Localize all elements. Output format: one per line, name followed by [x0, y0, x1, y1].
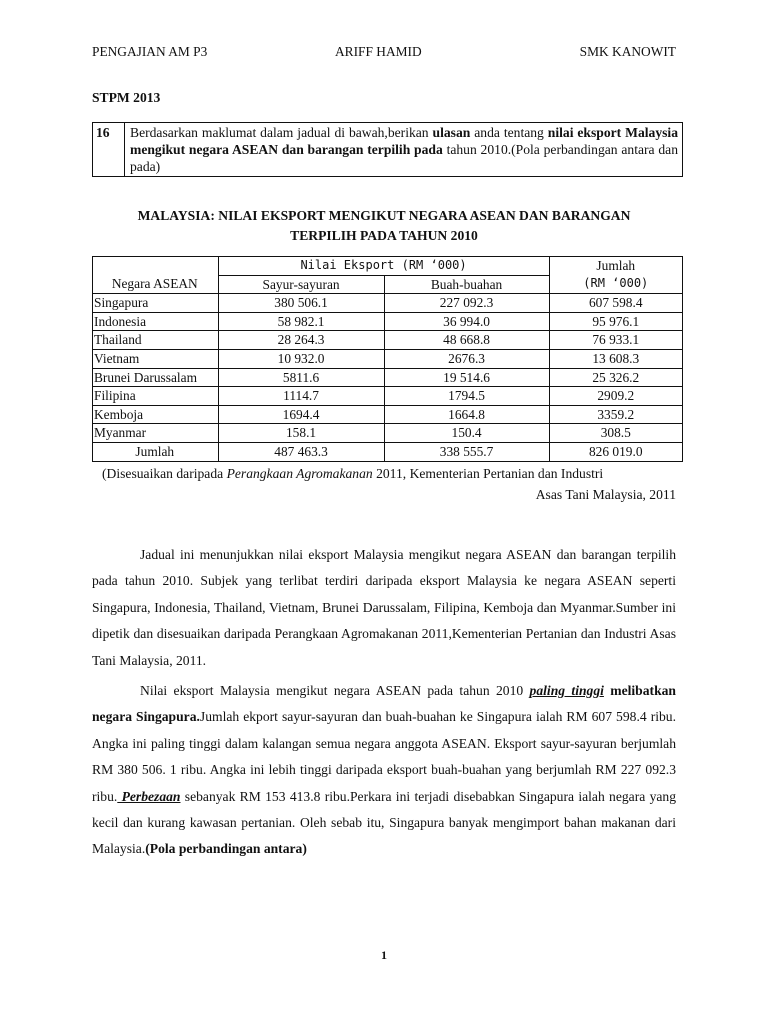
table-header-country: Negara ASEAN — [93, 275, 219, 294]
table-header-blank — [93, 257, 219, 276]
page-header — [92, 44, 676, 62]
table-total-row: Jumlah 487 463.3 338 555.7 826 019.0 — [93, 442, 683, 461]
table-row: Brunei Darussalam 5811.6 19 514.6 25 326.2 — [93, 368, 683, 387]
table-header-total-1: Jumlah — [549, 257, 682, 276]
table-row: Kemboja 1694.4 1664.8 3359.2 — [93, 405, 683, 424]
table-header-fruit: Buah-buahan — [384, 275, 549, 294]
header-subject: PENGAJIAN AM P3 — [92, 44, 208, 59]
paragraph-intro: Jadual ini menunjukkan nilai eksport Malaysia mengikut negara ASEAN dan barangan terpilih pada tahun 2010. Subjek yang terlibat terdiri daripada eksport Malaysia ke negara ASEAN seperti Singapura, Indonesia, Thailand, Vietnam, Brunei Darussalam, Filipina, Kemboja dan Myanmar.Sumber ini dipetik dan disesuaikan daripada Perangkaan Agromakanan 2011,Kementerian Pertanian dan Industri Asas Tani Malaysia, 2011. — [92, 547, 676, 668]
table-source: (Disesuaikan daripada Perangkaan Agromakanan 2011, Kementerian Pertanian dan Industri Asas Tani Malaysia, 2011 — [102, 466, 676, 502]
page-number: 1 — [381, 948, 387, 962]
exam-label: STPM 2013 — [92, 90, 161, 105]
table-row: Thailand 28 264.3 48 668.8 76 933.1 — [93, 331, 683, 350]
table-title — [92, 206, 676, 246]
question-number: 16 — [93, 123, 125, 177]
question-box — [92, 122, 683, 177]
table-header-group: Nilai Eksport (RM ‘000) — [218, 257, 549, 276]
paragraph-analysis: Nilai eksport Malaysia mengikut negara ASEAN pada tahun 2010 paling tinggi melibatkan negara Singapura.Jumlah ekport sayur-sayuran dan buah-buahan ke Singapura ialah RM 607 598.4 ribu. Angka ini paling tinggi dalam kalangan semua negara anggota ASEAN. Eksport sayur-sayuran berjumlah RM 380 506. 1 ribu. Angka ini lebih tinggi daripada eksport buah-buahan yang berjumlah RM 227 092.3 ribu. Perbezaan sebanyak RM 153 413.8 ribu.Perkara ini terjadi disebabkan Singapura ialah negara yang kecil dan kurang kawasan pertanian. Oleh sebab itu, Singapura banyak mengimport bahan makanan dari Malaysia.(Pola perbandingan antara) — [92, 683, 676, 857]
keyword-difference: Perbezaan — [117, 788, 181, 804]
table-row: Indonesia 58 982.1 36 994.0 95 976.1 — [93, 312, 683, 331]
table-row: Filipina 1114.7 1794.5 2909.2 — [93, 387, 683, 406]
keyword-highest: paling tinggi — [529, 683, 604, 698]
table-row: Singapura 380 506.1 227 092.3 607 598.4 — [93, 294, 683, 313]
header-school: SMK KANOWIT — [579, 44, 676, 59]
table-row: Vietnam 10 932.0 2676.3 13 608.3 — [93, 349, 683, 368]
header-author: ARIFF HAMID — [335, 44, 422, 59]
table-title-line1: MALAYSIA: NILAI EKSPORT MENGIKUT NEGARA ASEAN DAN BARANGAN — [137, 208, 631, 223]
table-header-veg: Sayur-sayuran — [218, 275, 384, 294]
table-header-total-2: (RM ‘000) — [549, 275, 682, 294]
table-title-line2: TERPILIH PADA TAHUN 2010 — [290, 228, 478, 243]
export-table — [92, 256, 683, 462]
question-text: Berdasarkan maklumat dalam jadual di bawah,berikan ulasan anda tentang nilai eksport Malaysia mengikut negara ASEAN dan barangan terpilih pada tahun 2010.(Pola perbandingan antara dan pada) — [125, 123, 683, 177]
table-row: Myanmar 158.1 150.4 308.5 — [93, 424, 683, 443]
